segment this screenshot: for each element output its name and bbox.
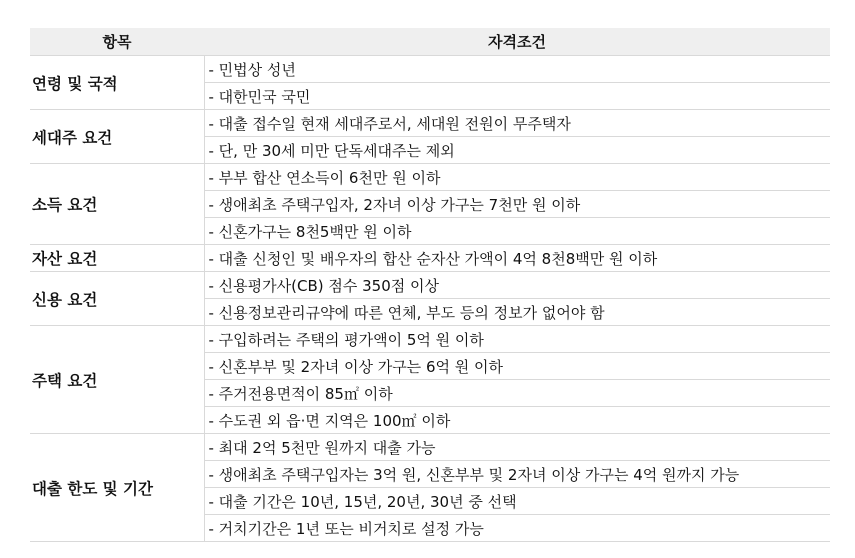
header-item: 항목 (30, 28, 204, 56)
row-item-label: 주택 요건 (30, 326, 204, 434)
condition-cell: - 구입하려는 주택의 평가액이 5억 원 이하 (204, 326, 830, 353)
condition-cell: - 신용평가사(CB) 점수 350점 이상 (204, 272, 830, 299)
table-row (30, 272, 830, 299)
condition-cell: - 수도권 외 읍·면 지역은 100㎡ 이하 (204, 407, 830, 434)
condition-cell: - 주거전용면적이 85㎡ 이하 (204, 380, 830, 407)
table-row (30, 56, 830, 83)
condition-cell: - 민법상 성년 (204, 56, 830, 83)
row-item-label: 대출 한도 및 기간 (30, 434, 204, 542)
condition-cell: - 대출 신청인 및 배우자의 합산 순자산 가액이 4억 8천8백만 원 이하 (204, 245, 830, 272)
condition-cell: - 신혼가구는 8천5백만 원 이하 (204, 218, 830, 245)
condition-cell: - 신혼부부 및 2자녀 이상 가구는 6억 원 이하 (204, 353, 830, 380)
table-row (30, 434, 830, 461)
condition-cell: - 단, 만 30세 미만 단독세대주는 제외 (204, 137, 830, 164)
eligibility-table-container (30, 28, 830, 542)
table-row (30, 110, 830, 137)
table-row (30, 326, 830, 353)
table-header-row (30, 28, 830, 56)
row-item-label: 연령 및 국적 (30, 56, 204, 110)
row-item-label: 세대주 요건 (30, 110, 204, 164)
condition-cell: - 최대 2억 5천만 원까지 대출 가능 (204, 434, 830, 461)
condition-cell: - 대한민국 국민 (204, 83, 830, 110)
eligibility-table (30, 28, 830, 542)
condition-cell: - 대출 기간은 10년, 15년, 20년, 30년 중 선택 (204, 488, 830, 515)
condition-cell: - 부부 합산 연소득이 6천만 원 이하 (204, 164, 830, 191)
condition-cell: - 생애최초 주택구입자, 2자녀 이상 가구는 7천만 원 이하 (204, 191, 830, 218)
row-item-label: 자산 요건 (30, 245, 204, 272)
row-item-label: 신용 요건 (30, 272, 204, 326)
row-item-label: 소득 요건 (30, 164, 204, 245)
table-row (30, 245, 830, 272)
condition-cell: - 신용정보관리규약에 따른 연체, 부도 등의 정보가 없어야 함 (204, 299, 830, 326)
header-condition: 자격조건 (204, 28, 830, 56)
table-body (30, 56, 830, 542)
condition-cell: - 대출 접수일 현재 세대주로서, 세대원 전원이 무주택자 (204, 110, 830, 137)
condition-cell: - 거치기간은 1년 또는 비거치로 설정 가능 (204, 515, 830, 542)
table-row (30, 164, 830, 191)
condition-cell: - 생애최초 주택구입자는 3억 원, 신혼부부 및 2자녀 이상 가구는 4억 원까지 가능 (204, 461, 830, 488)
